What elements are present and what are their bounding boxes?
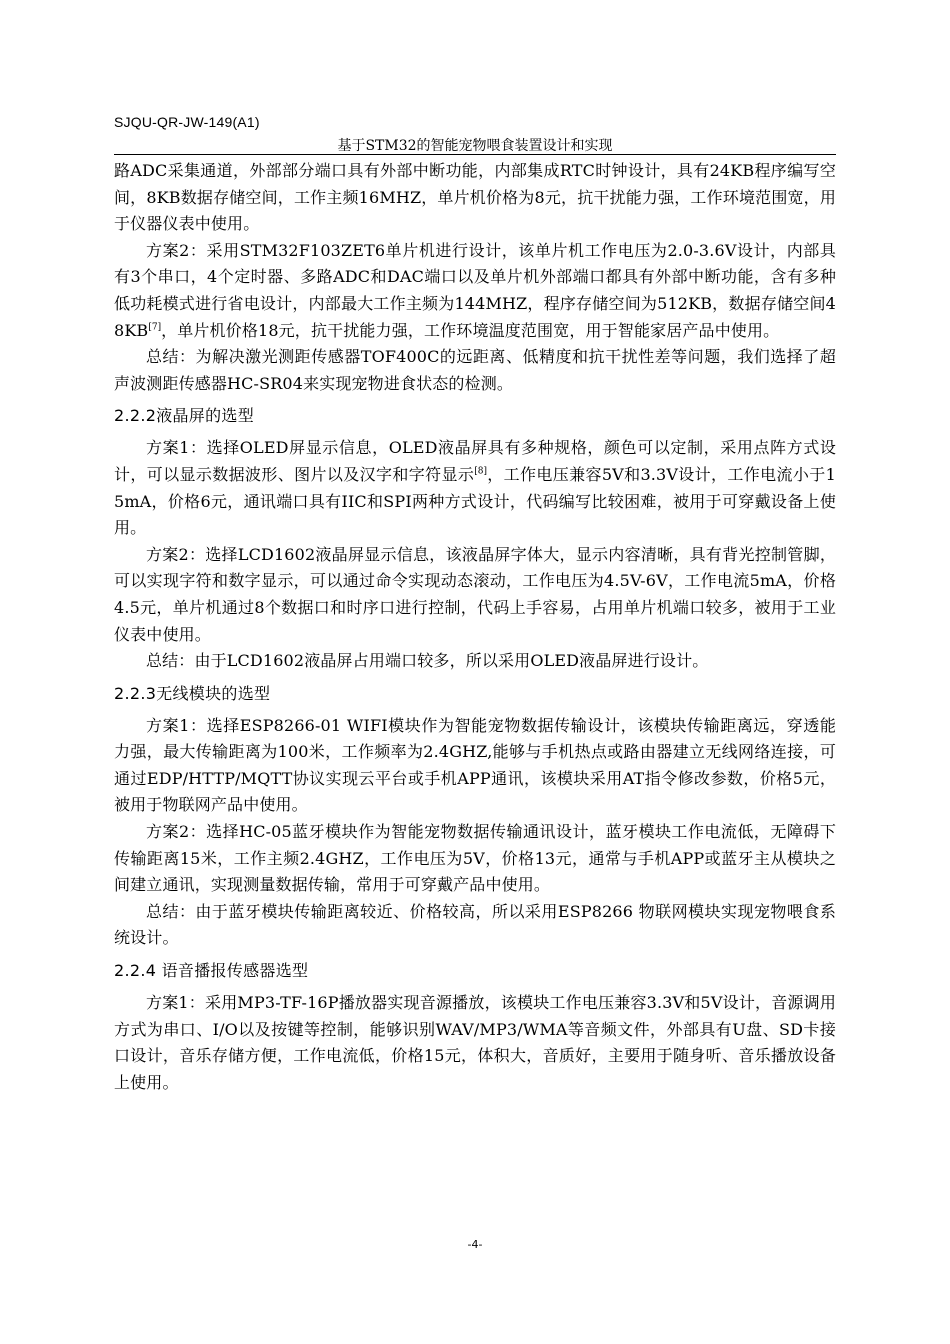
paragraph-text: 方案1：选择OLED屏显示信息，OLED液晶屏具有多种规格，颜色可以定制，采用点阵方式设计，可以显示数据波形、图片以及汉字和字符显示 [114,438,836,484]
header-divider [114,154,836,155]
section-heading-2-2-3: 2.2.3无线模块的选型 [114,683,271,703]
paragraph-voice-scheme-1: 方案1：采用MP3-TF-16P播放器实现音源播放，该模块工作电压兼容3.3V和5V设计，音源调用方式为串口、I/O以及按键等控制，能够识别WAV/MP3/WMA等音频文件，外部具有U盘、SD卡接口设计，音乐存储方便，工作电流低，价格15元，体积大，音质好，主要用于随身听、音乐播放设备上使用。 [114,993,836,1092]
paragraph-lcd-scheme-2: 方案2：选择LCD1602液晶屏显示信息，该液晶屏字体大，显示内容清晰，具有背光控制管脚，可以实现字符和数字显示，可以通过命令实现动态滚动，工作电压为4.5V-6V，工作电流5mA，价格4.5元，单片机通过8个数据口和时序口进行控制，代码上手容易，占用单片机端口较多，被用于工业仪表中使用。 [114,544,836,644]
paragraph-lcd-scheme-1 [114,435,836,541]
citation-marker: [7] [148,322,162,333]
paragraph-text: 方案2：采用STM32F103ZET6单片机进行设计，该单片机工作电压为2.0-3.6V设计，内部具有3个串口，4个定时器、多路ADC和DAC端口以及单片机外部端口都具有外部中断功能，含有多种低功耗模式进行省电设计，内部最大工作主频为144MHZ，程序存储空间为512KB，数据存储空间48KB [114,240,836,340]
paragraph-lcd-summary: 总结：由于LCD1602液晶屏占用端口较多，所以采用OLED液晶屏进行设计。 [146,651,709,671]
document-code: SJQU-QR-JW-149(A1) [114,114,260,130]
paragraph-wireless-scheme-2: 方案2：选择HC-05蓝牙模块作为智能宠物数据传输通讯设计，蓝牙模块工作电流低，无障碍下传输距离15米，工作主频2.4GHZ，工作电压为5V，价格13元，通常与手机APP或蓝牙主从模块之间建立通讯，实现测量数据传输，常用于可穿戴产品中使用。 [114,822,836,895]
section-heading-2-2-4: 2.2.4 语音播报传感器选型 [114,961,309,981]
paragraph-mcu-scheme-2 [114,238,836,344]
paragraph-wireless-scheme-1: 方案1：选择ESP8266-01 WIFI模块作为智能宠物数据传输设计，该模块传输距离远，穿透能力强，最大传输距离为100米，工作频率为2.4GHZ,能够与手机热点或路由器建立无线网络连接，可通过EDP/HTTP/MQTT协议实现云平台或手机APP通讯，该模块采用AT指令修改参数，价格5元，被用于物联网产品中使用。 [114,715,836,815]
citation-marker: [8] [474,466,487,477]
section-heading-2-2-2: 2.2.2液晶屏的选型 [114,406,255,426]
paragraph-continued: 路ADC采集通道，外部部分端口具有外部中断功能，内部集成RTC时钟设计，具有24KB程序编写空间，8KB数据存储空间，工作主频16MHZ，单片机价格为8元，抗干扰能力强，工作环境范围宽，用于仪器仪表中使用。 [114,161,836,234]
paragraph-mcu-summary: 总结：为解决激光测距传感器TOF400C的远距离、低精度和抗干扰性差等问题，我们选择了超声波测距传感器HC-SR04来实现宠物进食状态的检测。 [114,347,836,393]
page-body [114,158,836,1096]
paragraph-text: ，工作电压兼容5V和3.3V设计，工作电流小于15mA，价格6元，通讯端口具有IIC和SPI两种方式设计，代码编写比较困难，被用于可穿戴设备上使用。 [114,464,837,538]
paragraph-wireless-summary: 总结：由于蓝牙模块传输距离较近、价格较高，所以采用ESP8266 物联网模块实现宠物喂食系统设计。 [114,901,836,948]
page-number: -4- [467,1238,483,1251]
paragraph-text: ，单片机价格18元，抗干扰能力强，工作环境温度范围宽，用于智能家居产品中使用。 [161,320,780,340]
running-header-title: 基于STM32的智能宠物喂食装置设计和实现 [337,138,613,154]
